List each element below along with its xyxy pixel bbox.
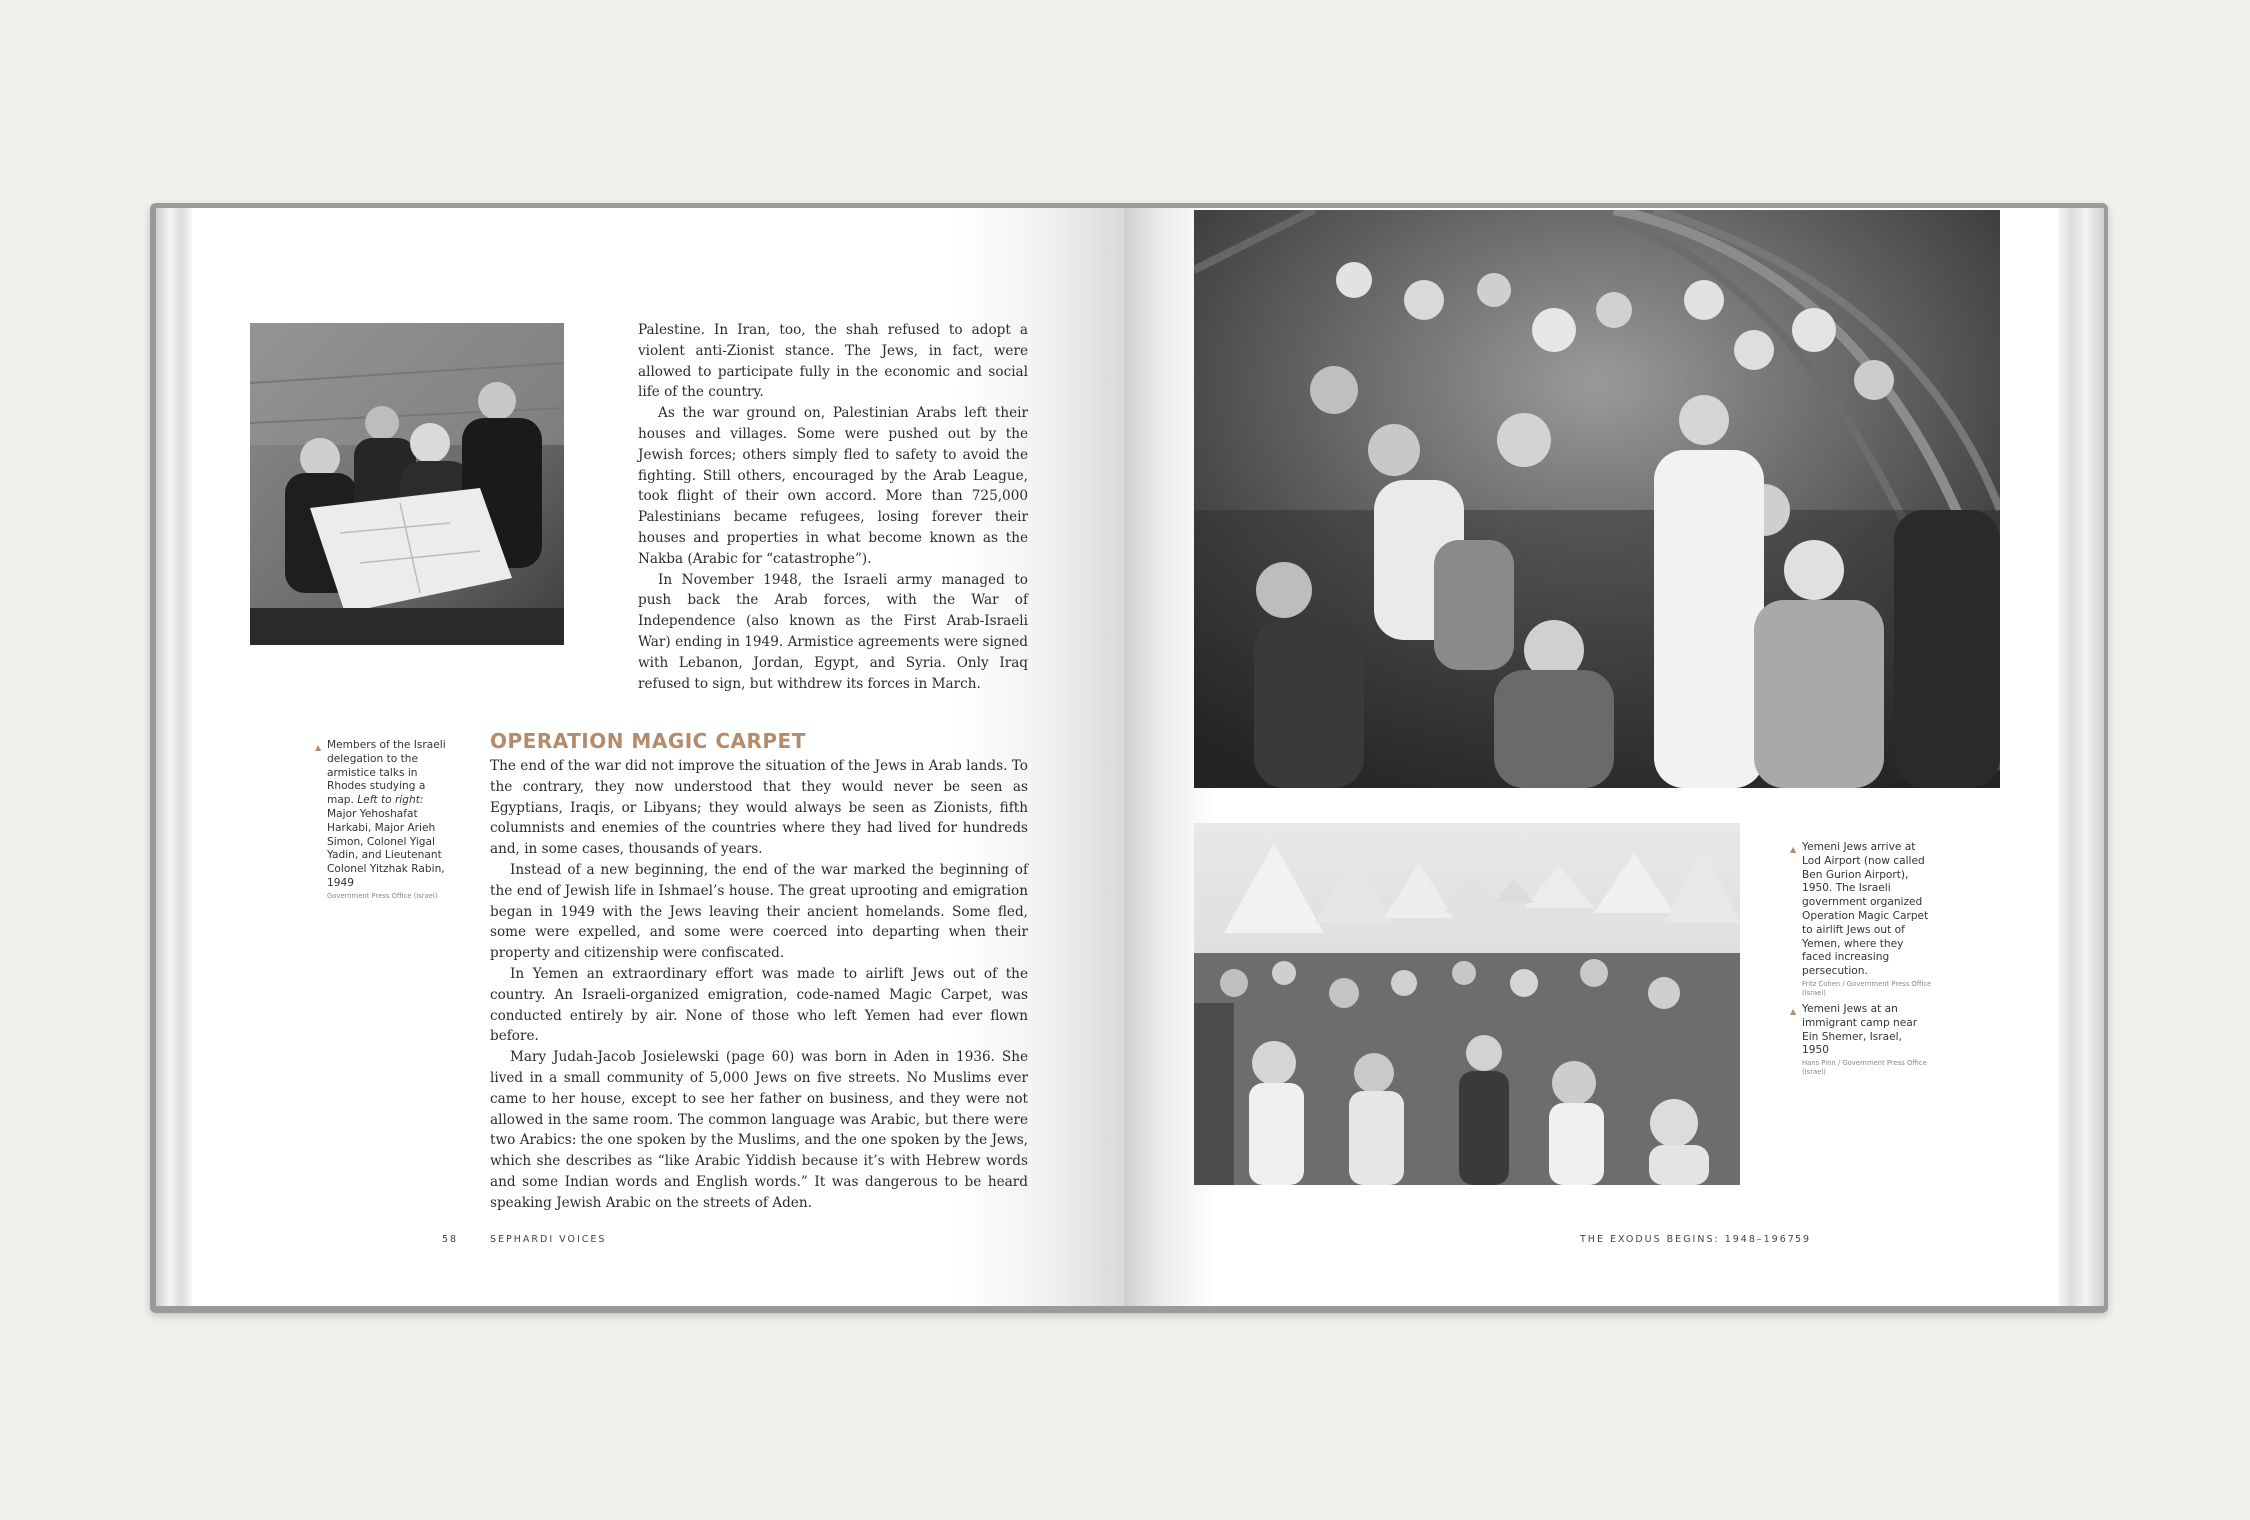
armistice-delegation-photo	[250, 323, 564, 645]
paragraph: As the war ground on, Palestinian Arabs left their houses and villages. Some were pushed out by the Jewish forces; others simply fled to safety to avoid the fighting. Still others, encouraged by the Arab League, took flight of their own accord. More than 725,000 Palestinians became refugees, losing forever their houses and properties in what become known as the Nakba (Arabic for “catastrophe”).	[638, 405, 1028, 567]
paragraph: Instead of a new beginning, the end of the war marked the beginning of the end of Jewish life in Ishmael’s house. The great uprooting and emigration began in 1949 with the Jews leaving their ancient homelands. Some fled, some were expelled, and some were coerced into departing when their property and citizenship were confiscated.	[490, 861, 1028, 962]
caption-triangle-icon: ▲	[315, 743, 322, 752]
immigrant-camp-photo	[1194, 823, 1740, 1185]
photo-caption-armistice	[315, 739, 453, 901]
photo-caption-airport	[1790, 841, 1932, 998]
paragraph: In November 1948, the Israeli army managed to push back the Arab forces, with the War of Independence (also known as the First Arab-Israeli War) ending in 1949. Armistice agreements were signed with Lebanon, Jordan, Egypt, and Syria. Only Iraq refused to sign, but withdrew its forces in March.	[638, 571, 1028, 692]
airplane-passengers-photo	[1194, 210, 2000, 788]
caption-text: Yemeni Jews arrive at Lod Airport (now called Ben Gurion Airport), 1950. The Israeli government organized Operation Magic Carpet to airlift Jews out of Yemen, where they faced increasing persecution.	[1802, 841, 1929, 978]
page-edges-left	[156, 208, 192, 1306]
running-head-right: THE EXODUS BEGINS: 1948–1967	[1580, 1234, 1796, 1245]
paragraph: Palestine. In Iran, too, the shah refused to adopt a violent anti-Zionist stance. The Jews, in fact, were allowed to participate fully in the economic and social life of the country.	[638, 322, 1028, 401]
paragraph: Mary Judah-Jacob Josielewski (page 60) was born in Aden in 1936. She lived in a small community of 5,000 Jews on five streets. No Muslims ever came to her house, except to see her father on business, and they were not allowed in the same room. The common language was Arabic, but there were two Arabics: the one spoken by the Muslims, and the one spoken by the Jews, which she describes as “like Arabic Yiddish because it’s with Hebrew words and some Indian words and English words.” It was dangerous to be heard speaking Jewish Arabic on the streets of Aden.	[490, 1049, 1028, 1211]
caption-text: Members of the Israeli delegation to the armistice talks in Rhodes studying a map.	[327, 739, 446, 807]
text-column-main	[490, 756, 1028, 1214]
photo-caption-camp	[1790, 1003, 1928, 1077]
running-head-left: SEPHARDI VOICES	[490, 1234, 607, 1245]
caption-text: Yemeni Jews at an immigrant camp near Ein Shemer, Israel, 1950	[1802, 1003, 1918, 1057]
paragraph: In Yemen an extraordinary effort was made to airlift Jews out of the country. An Israeli-organized emigration, code-named Magic Carpet, was conducted entirely by air. None of those who left Yemen had ever flown before.	[490, 965, 1028, 1045]
caption-credit: Fritz Cohen / Government Press Office (Israel)	[1802, 979, 1932, 997]
caption-text: Major Yehoshafat Harkabi, Major Arieh Simon, Colonel Yigal Yadin, and Lieutenant Colonel Yitzhak Rabin, 1949	[327, 807, 445, 889]
caption-triangle-icon: ▲	[1790, 845, 1797, 854]
right-page	[1124, 208, 2058, 1306]
left-page	[192, 208, 1124, 1306]
page-number-left: 58	[442, 1234, 459, 1245]
page-number-right: 59	[1795, 1234, 1812, 1245]
section-heading: OPERATION MAGIC CARPET	[490, 729, 806, 753]
caption-credit: Government Press Office (Israel)	[327, 891, 438, 900]
text-column-top	[638, 320, 1028, 694]
page-edges-right	[2058, 208, 2104, 1306]
caption-triangle-icon: ▲	[1790, 1007, 1797, 1016]
caption-credit: Hans Pinn / Government Press Office (Israel)	[1802, 1059, 1927, 1077]
caption-italic: Left to right:	[357, 794, 424, 807]
paragraph: The end of the war did not improve the situation of the Jews in Arab lands. To the contrary, they now understood that they would never be seen as Egyptians, Iraqis, or Libyans; they would always be seen as Zionists, fifth columnists and enemies of the countries where they had lived for hundreds and, in some cases, thousands of years.	[490, 758, 1028, 858]
